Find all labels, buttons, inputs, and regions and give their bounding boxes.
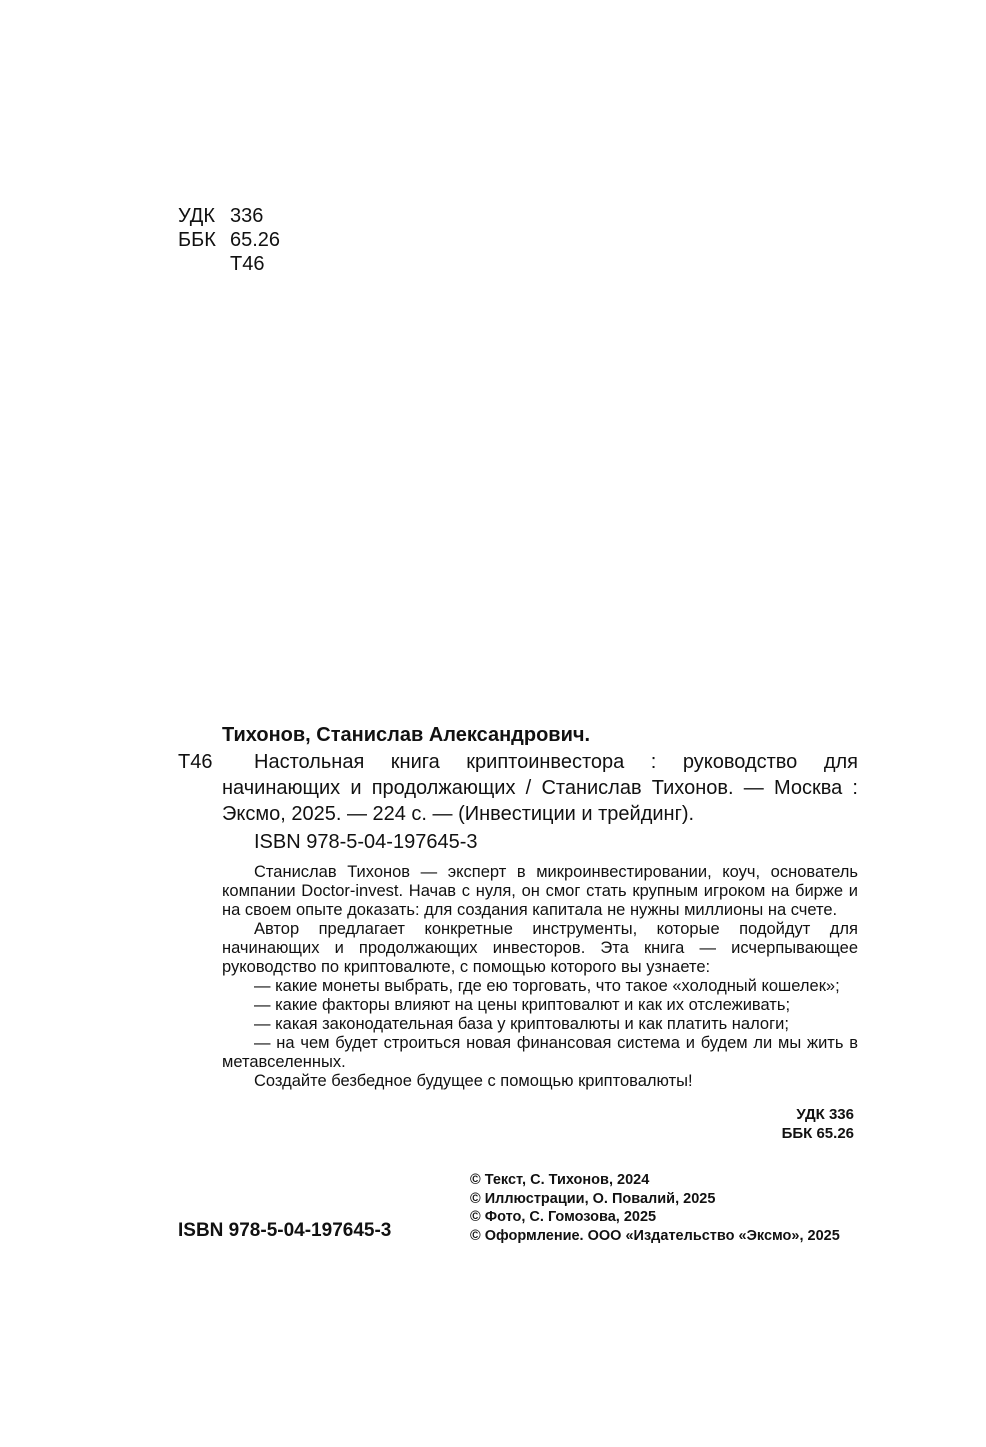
udk-label: УДК bbox=[178, 205, 216, 227]
bbk-row bbox=[178, 228, 318, 252]
annotation-paragraph-book: Автор предлагает конкретные инструменты, которые подойдут для начинающих и продолжающих инвесторов. Эта книга — исчерпывающее руководство по криптовалюте, с помощью которого вы узнаете: bbox=[222, 920, 858, 976]
classification-block-bottom bbox=[782, 1105, 854, 1143]
isbn-bottom: ISBN 978-5-04-197645-3 bbox=[178, 1220, 392, 1241]
copyright-text: © Текст, С. Тихонов, 2024 bbox=[470, 1172, 650, 1188]
copyright-photo: © Фото, С. Гомозова, 2025 bbox=[470, 1209, 657, 1225]
annotation-paragraph-author: Станислав Тихонов — эксперт в микроинвестировании, коуч, основатель компании Doctor-invest. Начав с нуля, он смог стать крупным игроком на бирже и на своем опыте доказать: для создания капитала не нужны миллионы на счете. bbox=[222, 863, 858, 919]
udk-bottom: УДК 336 bbox=[796, 1106, 854, 1123]
bbk-label: ББК bbox=[178, 229, 216, 251]
annotation-bullet: — какие монеты выбрать, где ею торговать, что такое «холодный кошелек»; bbox=[254, 977, 840, 995]
udk-row bbox=[178, 204, 318, 228]
author-mark-code: Т46 bbox=[178, 751, 213, 773]
author-mark-value: Т46 bbox=[230, 253, 265, 275]
copyright-illustrations: © Иллюстрации, О. Повалий, 2025 bbox=[470, 1190, 716, 1207]
classification-block-top bbox=[178, 204, 318, 276]
bbk-value: 65.26 bbox=[230, 229, 281, 251]
udk-value: 336 bbox=[230, 205, 264, 227]
isbn-entry: ISBN 978-5-04-197645-3 bbox=[254, 831, 478, 853]
copyright-block bbox=[470, 1171, 840, 1245]
annotation-bullet: — какая законодательная база у криптовалюты и как платить налоги; bbox=[254, 1015, 789, 1033]
author-heading: Тихонов, Станислав Александрович. bbox=[222, 724, 591, 746]
annotation-bullet: — какие факторы влияют на цены криптовалют и как их отслеживать; bbox=[254, 996, 791, 1014]
annotation-bullet: — на чем будет строиться новая финансовая система и будем ли мы жить в метавселенных. bbox=[222, 1034, 858, 1071]
bbk-bottom: ББК 65.26 bbox=[781, 1125, 854, 1142]
annotation-closing: Создайте безбедное будущее с помощью криптовалюты! bbox=[254, 1072, 693, 1090]
copyright-design: © Оформление. ООО «Издательство «Эксмо», 2025 bbox=[470, 1227, 840, 1244]
author-mark-row bbox=[178, 252, 318, 276]
annotation bbox=[222, 863, 858, 1091]
bibliographic-description: Настольная книга криптоинвестора : руководство для начинающих и продолжающих / Станислав Тихонов. — Москва : Эксмо, 2025. — 224 с. — (Инвестиции и трейдинг). bbox=[222, 751, 858, 825]
